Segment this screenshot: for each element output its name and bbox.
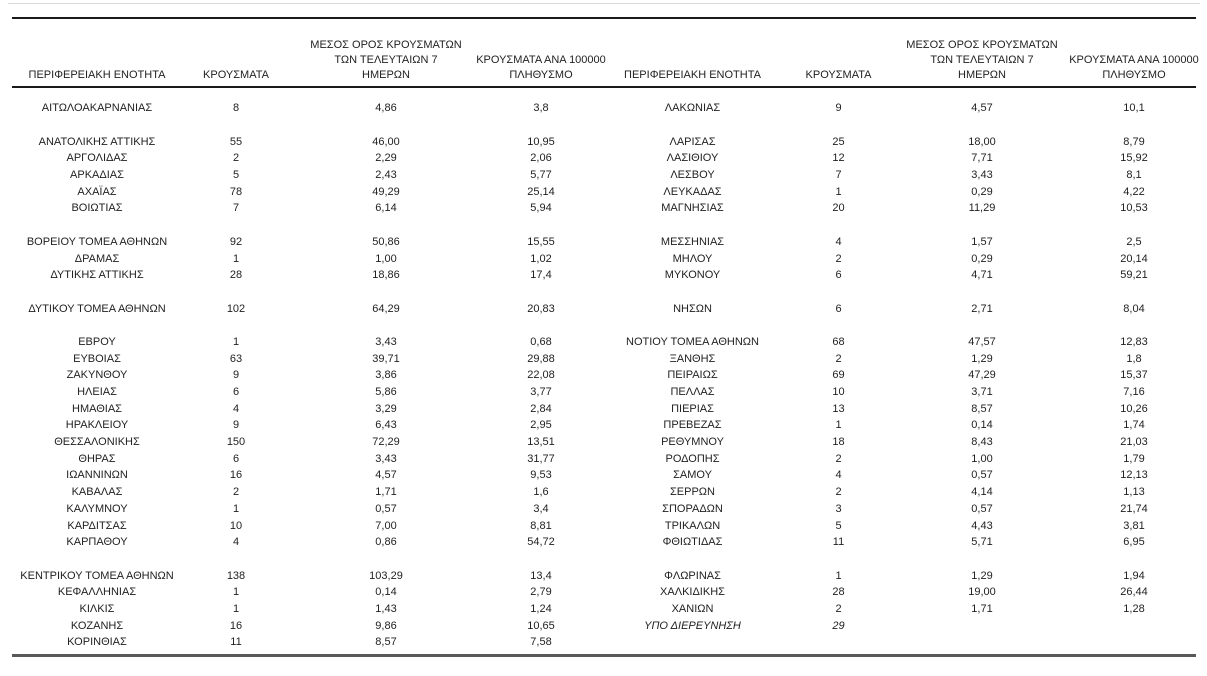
table-body	[12, 88, 1196, 654]
table-cell-left-cases: 2	[232, 486, 240, 499]
table-cell-left-cases: 2	[232, 152, 240, 165]
table-cell-left-region: ΚΑΒΑΛΑΣ	[71, 486, 123, 499]
table-cell-right-region: ΜΗΛΟΥ	[672, 252, 713, 265]
table-cell-empty	[182, 217, 290, 234]
table-cell-left-region: ΚΑΛΥΜΝΟΥ	[66, 502, 128, 515]
table-cell-right-cases: 13	[832, 402, 845, 415]
table-cell-right-per100k: 59,21	[1120, 269, 1148, 282]
table-cell-left-per100k: 9,53	[530, 469, 552, 482]
table-cell-right-per100k: 4,22	[1123, 185, 1145, 198]
table-cell-right-avg7: 3,71	[971, 386, 993, 399]
table-cell-left-avg7: 3,43	[375, 335, 397, 348]
table-cell-left-avg7: 4,86	[375, 102, 397, 115]
table-cell-left-region: ΕΥΒΟΙΑΣ	[73, 352, 121, 365]
table-cell-empty	[290, 284, 482, 301]
table-cell-right-per100k: 21,03	[1120, 436, 1148, 449]
table-cell-left-per100k: 29,88	[527, 352, 555, 365]
table-cell-empty	[1072, 117, 1196, 134]
table-cell-empty	[785, 551, 892, 568]
table-cell-left-avg7: 49,29	[372, 185, 400, 198]
table-cell-right-avg7: 0,29	[971, 252, 993, 265]
table-cell-right-avg7: 18,00	[968, 135, 996, 148]
header-per100k-right	[1069, 19, 1199, 86]
table-cell-left-per100k: 10,65	[527, 619, 555, 632]
table-cell-left-per100k: 5,77	[530, 169, 552, 182]
table-cell-left-region: ΚΕΦΑΛΛΗΝΙΑΣ	[57, 586, 137, 599]
table-cell-right-avg7: 5,71	[971, 536, 993, 549]
table-cell-empty	[12, 284, 182, 301]
table-cell-right-per100k: 3,81	[1123, 519, 1145, 532]
table-cell-right-avg7: 0,29	[971, 185, 993, 198]
table-cell-empty	[785, 634, 892, 651]
header-per100k-left	[476, 19, 606, 86]
table-cell-left-avg7: 7,00	[375, 519, 397, 532]
table-cell-left-avg7: 8,57	[375, 636, 397, 649]
table-cell-right-cases: 2	[835, 352, 842, 365]
table-cell-empty	[182, 117, 290, 134]
table-cell-empty	[600, 551, 785, 568]
table-cell-left-cases: 55	[229, 135, 243, 148]
table-cell-right-region: ΜΥΚΟΝΟΥ	[664, 269, 721, 282]
table-cell-right-cases: 2	[835, 252, 842, 265]
table-cell-right-cases: 4	[835, 235, 842, 248]
table-cell-empty	[482, 117, 600, 134]
table-cell-right-per100k: 8,04	[1123, 302, 1145, 315]
table-cell-left-region: ΑΝΑΤΟΛΙΚΗΣ ΑΤΤΙΚΗΣ	[38, 135, 156, 148]
table-cell-right-per100k: 1,74	[1123, 419, 1145, 432]
table-cell-right-per100k: 1,94	[1123, 569, 1145, 582]
table-cell-right-cases: 1	[835, 185, 842, 198]
table-cell-left-cases: 5	[232, 169, 240, 182]
header-per100k-right-line2: ΠΛΗΘΥΣΜΟ	[1102, 69, 1166, 81]
header-cases-right-label: ΚΡΟΥΣΜΑΤΑ	[805, 69, 872, 81]
table-cell-left-cases: 1	[232, 252, 240, 265]
table-cell-left-region: ΗΡΑΚΛΕΙΟΥ	[65, 419, 129, 432]
table-cell-right-region: ΥΠΟ ΔΙΕΡΕΥΝΗΣΗ	[644, 619, 741, 632]
header-avg7-left-line2: ΤΩΝ ΤΕΛΕΥΤΑΙΩΝ 7	[334, 54, 438, 66]
table-cell-left-cases: 1	[232, 602, 240, 615]
table-cell-left-region: ΘΕΣΣΑΛΟΝΙΚΗΣ	[54, 436, 140, 449]
table-cell-left-cases: 7	[232, 202, 240, 215]
table-cell-left-region: ΕΒΡΟΥ	[78, 335, 116, 348]
table-cell-left-region: ΔΥΤΙΚΟΥ ΤΟΜΕΑ ΑΘΗΝΩΝ	[28, 302, 166, 315]
table-cell-right-avg7: 1,29	[971, 569, 993, 582]
table-cell-right-avg7: 8,57	[971, 402, 993, 415]
table-cell-left-per100k: 25,14	[527, 185, 555, 198]
table-cell-left-per100k: 10,95	[527, 135, 555, 148]
table-cell-left-cases: 138	[226, 569, 246, 582]
table-cell-right-avg7: 0,14	[971, 419, 993, 432]
table-cell-right-region: ΣΕΡΡΩΝ	[670, 486, 715, 499]
table-cell-empty	[12, 117, 182, 134]
table-cell-right-region: ΧΑΝΙΩΝ	[671, 602, 714, 615]
header-avg7-right	[892, 19, 1072, 86]
table-cell-empty	[1072, 317, 1196, 334]
table-cell-left-cases: 11	[230, 636, 242, 649]
table-cell-right-region: ΛΑΣΙΘΙΟΥ	[666, 152, 719, 165]
header-per100k-right-line1: ΚΡΟΥΣΜΑΤΑ ΑΝΑ 100000	[1069, 54, 1199, 66]
table-cell-right-cases: 11	[832, 536, 845, 549]
table-cell-right-per100k: 1,79	[1123, 452, 1145, 465]
table-cell-right-per100k: 26,44	[1120, 586, 1148, 599]
table-cell-right-cases: 18	[832, 436, 845, 449]
table-cell-left-avg7: 3,43	[375, 452, 397, 465]
table-cell-empty	[600, 217, 785, 234]
table-cell-right-cases: 10	[832, 386, 845, 399]
table-cell-left-cases: 102	[226, 302, 246, 315]
table-cell-right-per100k: 8,1	[1126, 169, 1142, 182]
table-cell-left-avg7: 39,71	[372, 352, 400, 365]
table-cell-right-region: ΞΑΝΘΗΣ	[669, 352, 716, 365]
table-cell-left-per100k: 15,55	[527, 235, 555, 248]
table-cell-left-region: ΔΥΤΙΚΗΣ ΑΤΤΙΚΗΣ	[50, 269, 144, 282]
table-cell-left-cases: 10	[229, 519, 243, 532]
table-cell-right-region: ΛΕΥΚΑΔΑΣ	[663, 185, 722, 198]
table-cell-left-region: ΙΩΑΝΝΙΝΩΝ	[66, 469, 128, 482]
table-cell-empty	[600, 317, 785, 334]
table-cell-right-avg7: 1,00	[971, 452, 993, 465]
table-cell-right-region: ΡΟΔΟΠΗΣ	[665, 452, 720, 465]
header-cases-left	[182, 19, 290, 86]
table-cell-right-region: ΤΡΙΚΑΛΩΝ	[664, 519, 721, 532]
table-cell-empty	[892, 284, 1072, 301]
table-cell-left-per100k: 20,83	[527, 302, 555, 315]
table-cell-left-avg7: 1,43	[375, 602, 397, 615]
table-cell-empty	[1072, 217, 1196, 234]
table-cell-left-cases: 8	[232, 102, 240, 115]
table-cell-right-region: ΛΑΡΙΣΑΣ	[669, 135, 716, 148]
table-cell-left-region: ΚΑΡΔΙΤΣΑΣ	[67, 519, 127, 532]
table-cell-right-avg7: 47,57	[968, 335, 996, 348]
table-cell-empty	[482, 217, 600, 234]
table-cell-left-per100k: 5,94	[530, 202, 552, 215]
table-cell-right-cases: 3	[835, 502, 842, 515]
table-cell-right-avg7: 2,71	[971, 302, 993, 315]
table-cell-left-avg7: 5,86	[375, 386, 397, 399]
table-cell-empty	[482, 317, 600, 334]
table-cell-right-per100k: 1,8	[1126, 352, 1142, 365]
table-cell-left-avg7: 18,86	[372, 269, 400, 282]
table-cell-empty	[785, 284, 892, 301]
table-cell-left-cases: 78	[229, 185, 243, 198]
header-avg7-right-line3: ΗΜΕΡΩΝ	[958, 69, 1006, 81]
table-cell-left-region: ΚΟΖΑΝΗΣ	[70, 619, 124, 632]
table-cell-empty	[1072, 551, 1196, 568]
table-cell-empty	[182, 317, 290, 334]
table-cell-empty	[12, 317, 182, 334]
table-cell-left-cases: 9	[232, 369, 240, 382]
table-cell-right-per100k: 10,1	[1123, 102, 1145, 115]
table-cell-left-cases: 16	[229, 619, 243, 632]
table-cell-empty	[785, 117, 892, 134]
table-cell-left-region: ΚΕΝΤΡΙΚΟΥ ΤΟΜΕΑ ΑΘΗΝΩΝ	[20, 569, 174, 582]
table-cell-left-avg7: 72,29	[372, 436, 400, 449]
table-cell-left-per100k: 3,8	[533, 102, 549, 115]
table-cell-empty	[182, 284, 290, 301]
table-cell-right-avg7: 0,57	[971, 502, 993, 515]
table-cell-left-cases: 1	[232, 502, 240, 515]
table-cell-empty	[892, 617, 1072, 634]
table-cell-left-avg7: 2,43	[375, 169, 397, 182]
table-cell-right-per100k: 10,26	[1120, 402, 1148, 415]
table-cell-right-avg7: 4,43	[971, 519, 993, 532]
table-cell-right-region: ΠΕΛΛΑΣ	[670, 386, 715, 399]
table-cell-right-avg7: 8,43	[971, 436, 993, 449]
header-avg7-left-line3: ΗΜΕΡΩΝ	[362, 69, 410, 81]
header-per100k-left-line2: ΠΛΗΘΥΣΜΟ	[509, 69, 573, 81]
table-cell-left-region: ΑΡΓΟΛΙΔΑΣ	[66, 152, 128, 165]
table-cell-empty	[892, 634, 1072, 651]
table-cell-right-region: ΝΟΤΙΟΥ ΤΟΜΕΑ ΑΘΗΝΩΝ	[626, 335, 759, 348]
table-cell-left-region: ΑΙΤΩΛΟΑΚΑΡΝΑΝΙΑΣ	[41, 102, 153, 115]
table-cell-left-avg7: 0,86	[375, 536, 397, 549]
table-cell-left-avg7: 3,86	[375, 369, 397, 382]
table-cell-left-avg7: 6,14	[375, 202, 397, 215]
table-cell-empty	[600, 117, 785, 134]
table-cell-left-per100k: 54,72	[527, 536, 555, 549]
table-cell-left-avg7: 4,57	[375, 469, 397, 482]
table-cell-left-cases: 9	[232, 419, 240, 432]
table-cell-right-region: ΡΕΘΥΜΝΟΥ	[661, 436, 724, 449]
table-cell-left-per100k: 2,84	[530, 402, 552, 415]
table-cell-left-per100k: 3,4	[533, 502, 549, 515]
table-cell-right-region: ΠΕΙΡΑΙΩΣ	[667, 369, 718, 382]
table-cell-right-per100k: 1,28	[1123, 602, 1145, 615]
table-cell-empty	[290, 317, 482, 334]
table-cell-empty	[1072, 284, 1196, 301]
table-cell-left-cases: 6	[232, 452, 240, 465]
header-region-left	[12, 19, 182, 86]
table-cell-right-cases: 9	[835, 102, 842, 115]
table-cell-right-avg7: 1,57	[971, 235, 993, 248]
header-avg7-right-line1: ΜΕΣΟΣ ΟΡΟΣ ΚΡΟΥΣΜΑΤΩΝ	[906, 39, 1058, 51]
table-cell-left-per100k: 7,58	[530, 636, 552, 649]
table-cell-left-region: ΒΟΙΩΤΙΑΣ	[71, 202, 123, 215]
header-avg7-left-line1: ΜΕΣΟΣ ΟΡΟΣ ΚΡΟΥΣΜΑΤΩΝ	[310, 39, 462, 51]
table-cell-right-cases: 68	[832, 335, 845, 348]
table-cell-right-cases: 1	[835, 419, 842, 432]
table-cell-right-avg7: 7,71	[971, 152, 993, 165]
table-cell-right-avg7: 4,57	[971, 102, 993, 115]
table-cell-left-region: ΑΧΑΪΑΣ	[77, 185, 117, 198]
table-cell-left-avg7: 64,29	[372, 302, 400, 315]
table-cell-empty	[785, 317, 892, 334]
table-cell-left-per100k: 0,68	[530, 335, 552, 348]
table-cell-empty	[290, 217, 482, 234]
table-cell-left-region: ΚΑΡΠΑΘΟΥ	[66, 536, 128, 549]
table-cell-right-per100k: 15,37	[1120, 369, 1148, 382]
table-cell-right-avg7: 19,00	[968, 586, 996, 599]
header-avg7-right-line2: ΤΩΝ ΤΕΛΕΥΤΑΙΩΝ 7	[930, 54, 1034, 66]
table-cell-right-cases: 7	[835, 169, 842, 182]
table-cell-right-per100k: 8,79	[1123, 135, 1145, 148]
table-cell-right-per100k: 21,74	[1120, 502, 1148, 515]
table-cell-right-per100k: 1,13	[1123, 486, 1145, 499]
table-cell-empty	[290, 551, 482, 568]
header-region-left-label: ΠΕΡΙΦΕΡΕΙΑΚΗ ΕΝΟΤΗΤΑ	[28, 69, 166, 81]
table-cell-left-per100k: 17,4	[530, 269, 552, 282]
table-cell-empty	[290, 117, 482, 134]
header-cases-right	[785, 19, 892, 86]
table-cell-left-region: ΑΡΚΑΔΙΑΣ	[70, 169, 124, 182]
table-cell-left-avg7: 1,71	[375, 486, 397, 499]
table-cell-left-avg7: 0,57	[375, 502, 397, 515]
table-cell-right-avg7: 4,71	[971, 269, 993, 282]
table-cell-left-region: ΖΑΚΥΝΘΟΥ	[66, 369, 128, 382]
table-cell-left-region: ΘΗΡΑΣ	[78, 452, 116, 465]
table-cell-right-cases: 28	[832, 586, 845, 599]
table-cell-empty	[892, 551, 1072, 568]
table-cell-left-per100k: 22,08	[527, 369, 555, 382]
table-cell-right-avg7: 11,29	[968, 202, 996, 215]
table-cell-left-per100k: 2,79	[530, 586, 552, 599]
table-cell-left-cases: 4	[232, 536, 240, 549]
table-cell-right-region: ΣΠΟΡΑΔΩΝ	[662, 502, 723, 515]
table-cell-empty	[600, 284, 785, 301]
table-cell-right-cases: 1	[835, 569, 842, 582]
table-cell-right-cases: 2	[835, 602, 842, 615]
header-cases-left-label: ΚΡΟΥΣΜΑΤΑ	[203, 69, 269, 81]
table-cell-left-region: ΒΟΡΕΙΟΥ ΤΟΜΕΑ ΑΘΗΝΩΝ	[26, 235, 168, 248]
header-region-right-label: ΠΕΡΙΦΕΡΕΙΑΚΗ ΕΝΟΤΗΤΑ	[624, 69, 761, 81]
table-cell-left-per100k: 1,02	[530, 252, 552, 265]
table-cell-empty	[482, 284, 600, 301]
table-cell-right-cases: 25	[832, 135, 845, 148]
table-cell-left-region: ΗΜΑΘΙΑΣ	[72, 402, 122, 415]
table-cell-left-avg7: 2,29	[375, 152, 397, 165]
table-cell-empty	[600, 634, 785, 651]
table-cell-right-cases: 4	[835, 469, 842, 482]
table-cell-right-cases: 2	[835, 486, 842, 499]
header-per100k-left-line1: ΚΡΟΥΣΜΑΤΑ ΑΝΑ 100000	[476, 54, 606, 66]
table-cell-right-region: ΝΗΣΩΝ	[673, 302, 712, 315]
table-cell-right-region: ΜΑΓΝΗΣΙΑΣ	[661, 202, 724, 215]
table-cell-right-per100k: 20,14	[1120, 252, 1148, 265]
table-cell-right-region: ΧΑΛΚΙΔΙΚΗΣ	[660, 586, 725, 599]
table-cell-right-avg7: 4,14	[971, 486, 993, 499]
table-cell-right-region: ΦΛΩΡΙΝΑΣ	[664, 569, 721, 582]
table-cell-left-cases: 16	[229, 469, 243, 482]
table-cell-left-cases: 1	[232, 586, 240, 599]
table-cell-left-per100k: 2,06	[530, 152, 552, 165]
table-cell-left-per100k: 31,77	[527, 452, 555, 465]
table-cell-right-region: ΛΕΣΒΟΥ	[670, 169, 715, 182]
table-cell-right-per100k: 6,95	[1123, 536, 1145, 549]
table-cell-right-avg7: 47,29	[968, 369, 996, 382]
table-cell-empty	[892, 217, 1072, 234]
table-cell-right-avg7: 0,57	[971, 469, 993, 482]
table-cell-right-per100k: 7,16	[1123, 386, 1145, 399]
table-cell-right-avg7: 1,71	[971, 602, 993, 615]
table-cell-right-per100k: 10,53	[1120, 202, 1148, 215]
table-cell-left-region: ΚΟΡΙΝΘΙΑΣ	[67, 636, 127, 649]
table-cell-right-region: ΦΘΙΩΤΙΔΑΣ	[662, 536, 723, 549]
table-cell-left-avg7: 1,00	[375, 252, 397, 265]
table-cell-right-cases: 6	[835, 302, 842, 315]
table-cell-empty	[12, 551, 182, 568]
table-cell-right-avg7: 1,29	[971, 352, 993, 365]
table-cell-left-per100k: 3,77	[530, 386, 552, 399]
table-cell-right-cases: 5	[835, 519, 842, 532]
table-cell-left-region: ΚΙΛΚΙΣ	[79, 602, 115, 615]
table-cell-right-cases: 12	[832, 152, 845, 165]
table-cell-empty	[785, 217, 892, 234]
table-cell-right-per100k: 15,92	[1120, 152, 1148, 165]
table-cell-left-avg7: 9,86	[375, 619, 397, 632]
header-region-right	[600, 19, 785, 86]
table-cell-right-per100k: 12,13	[1120, 469, 1148, 482]
table-cell-right-region: ΜΕΣΣΗΝΙΑΣ	[660, 235, 725, 248]
table-cell-right-per100k: 2,5	[1126, 235, 1142, 248]
table-cell-right-region: ΣΑΜΟΥ	[673, 469, 712, 482]
table-cell-left-avg7: 103,29	[369, 569, 403, 582]
table-cell-left-per100k: 1,24	[530, 602, 552, 615]
table-cell-left-per100k: 13,4	[530, 569, 552, 582]
cases-by-regional-unit-table	[12, 17, 1199, 657]
table-cell-left-cases: 6	[232, 386, 240, 399]
table-cell-empty	[182, 551, 290, 568]
table-header-row	[12, 19, 1199, 88]
table-cell-right-avg7: 3,43	[971, 169, 993, 182]
table-cell-right-cases: 29	[832, 619, 845, 632]
table-cell-right-cases: 69	[832, 369, 845, 382]
table-cell-left-region: ΔΡΑΜΑΣ	[74, 252, 120, 265]
table-cell-empty	[1072, 634, 1196, 651]
table-cell-right-cases: 2	[835, 452, 842, 465]
table-cell-right-region: ΠΡΕΒΕΖΑΣ	[663, 419, 722, 432]
table-cell-empty	[1072, 617, 1196, 634]
table-cell-empty	[892, 117, 1072, 134]
table-cell-left-avg7: 6,43	[375, 419, 397, 432]
table-cell-left-cases: 63	[229, 352, 243, 365]
table-cell-left-cases: 150	[226, 436, 246, 449]
table-cell-left-avg7: 46,00	[372, 135, 400, 148]
table-cell-right-cases: 6	[835, 269, 842, 282]
table-cell-left-per100k: 1,6	[533, 486, 549, 499]
table-cell-right-region: ΛΑΚΩΝΙΑΣ	[664, 102, 721, 115]
table-cell-left-cases: 1	[232, 335, 240, 348]
table-cell-left-cases: 92	[229, 235, 243, 248]
table-cell-empty	[892, 317, 1072, 334]
table-cell-left-per100k: 2,95	[530, 419, 552, 432]
table-cell-left-per100k: 13,51	[527, 436, 555, 449]
table-cell-empty	[482, 551, 600, 568]
table-cell-left-avg7: 50,86	[372, 235, 400, 248]
table-cell-left-cases: 28	[229, 269, 243, 282]
table-cell-left-avg7: 0,14	[375, 586, 397, 599]
table-cell-right-region: ΠΙΕΡΙΑΣ	[671, 402, 714, 415]
header-avg7-left	[290, 19, 482, 86]
table-cell-left-cases: 4	[232, 402, 240, 415]
table-cell-left-region: ΗΛΕΙΑΣ	[77, 386, 117, 399]
table-cell-left-per100k: 8,81	[530, 519, 552, 532]
table-cell-empty	[12, 217, 182, 234]
table-cell-right-cases: 20	[832, 202, 845, 215]
table-cell-right-per100k: 12,83	[1120, 335, 1148, 348]
table-cell-left-avg7: 3,29	[375, 402, 397, 415]
top-divider	[8, 3, 1200, 4]
